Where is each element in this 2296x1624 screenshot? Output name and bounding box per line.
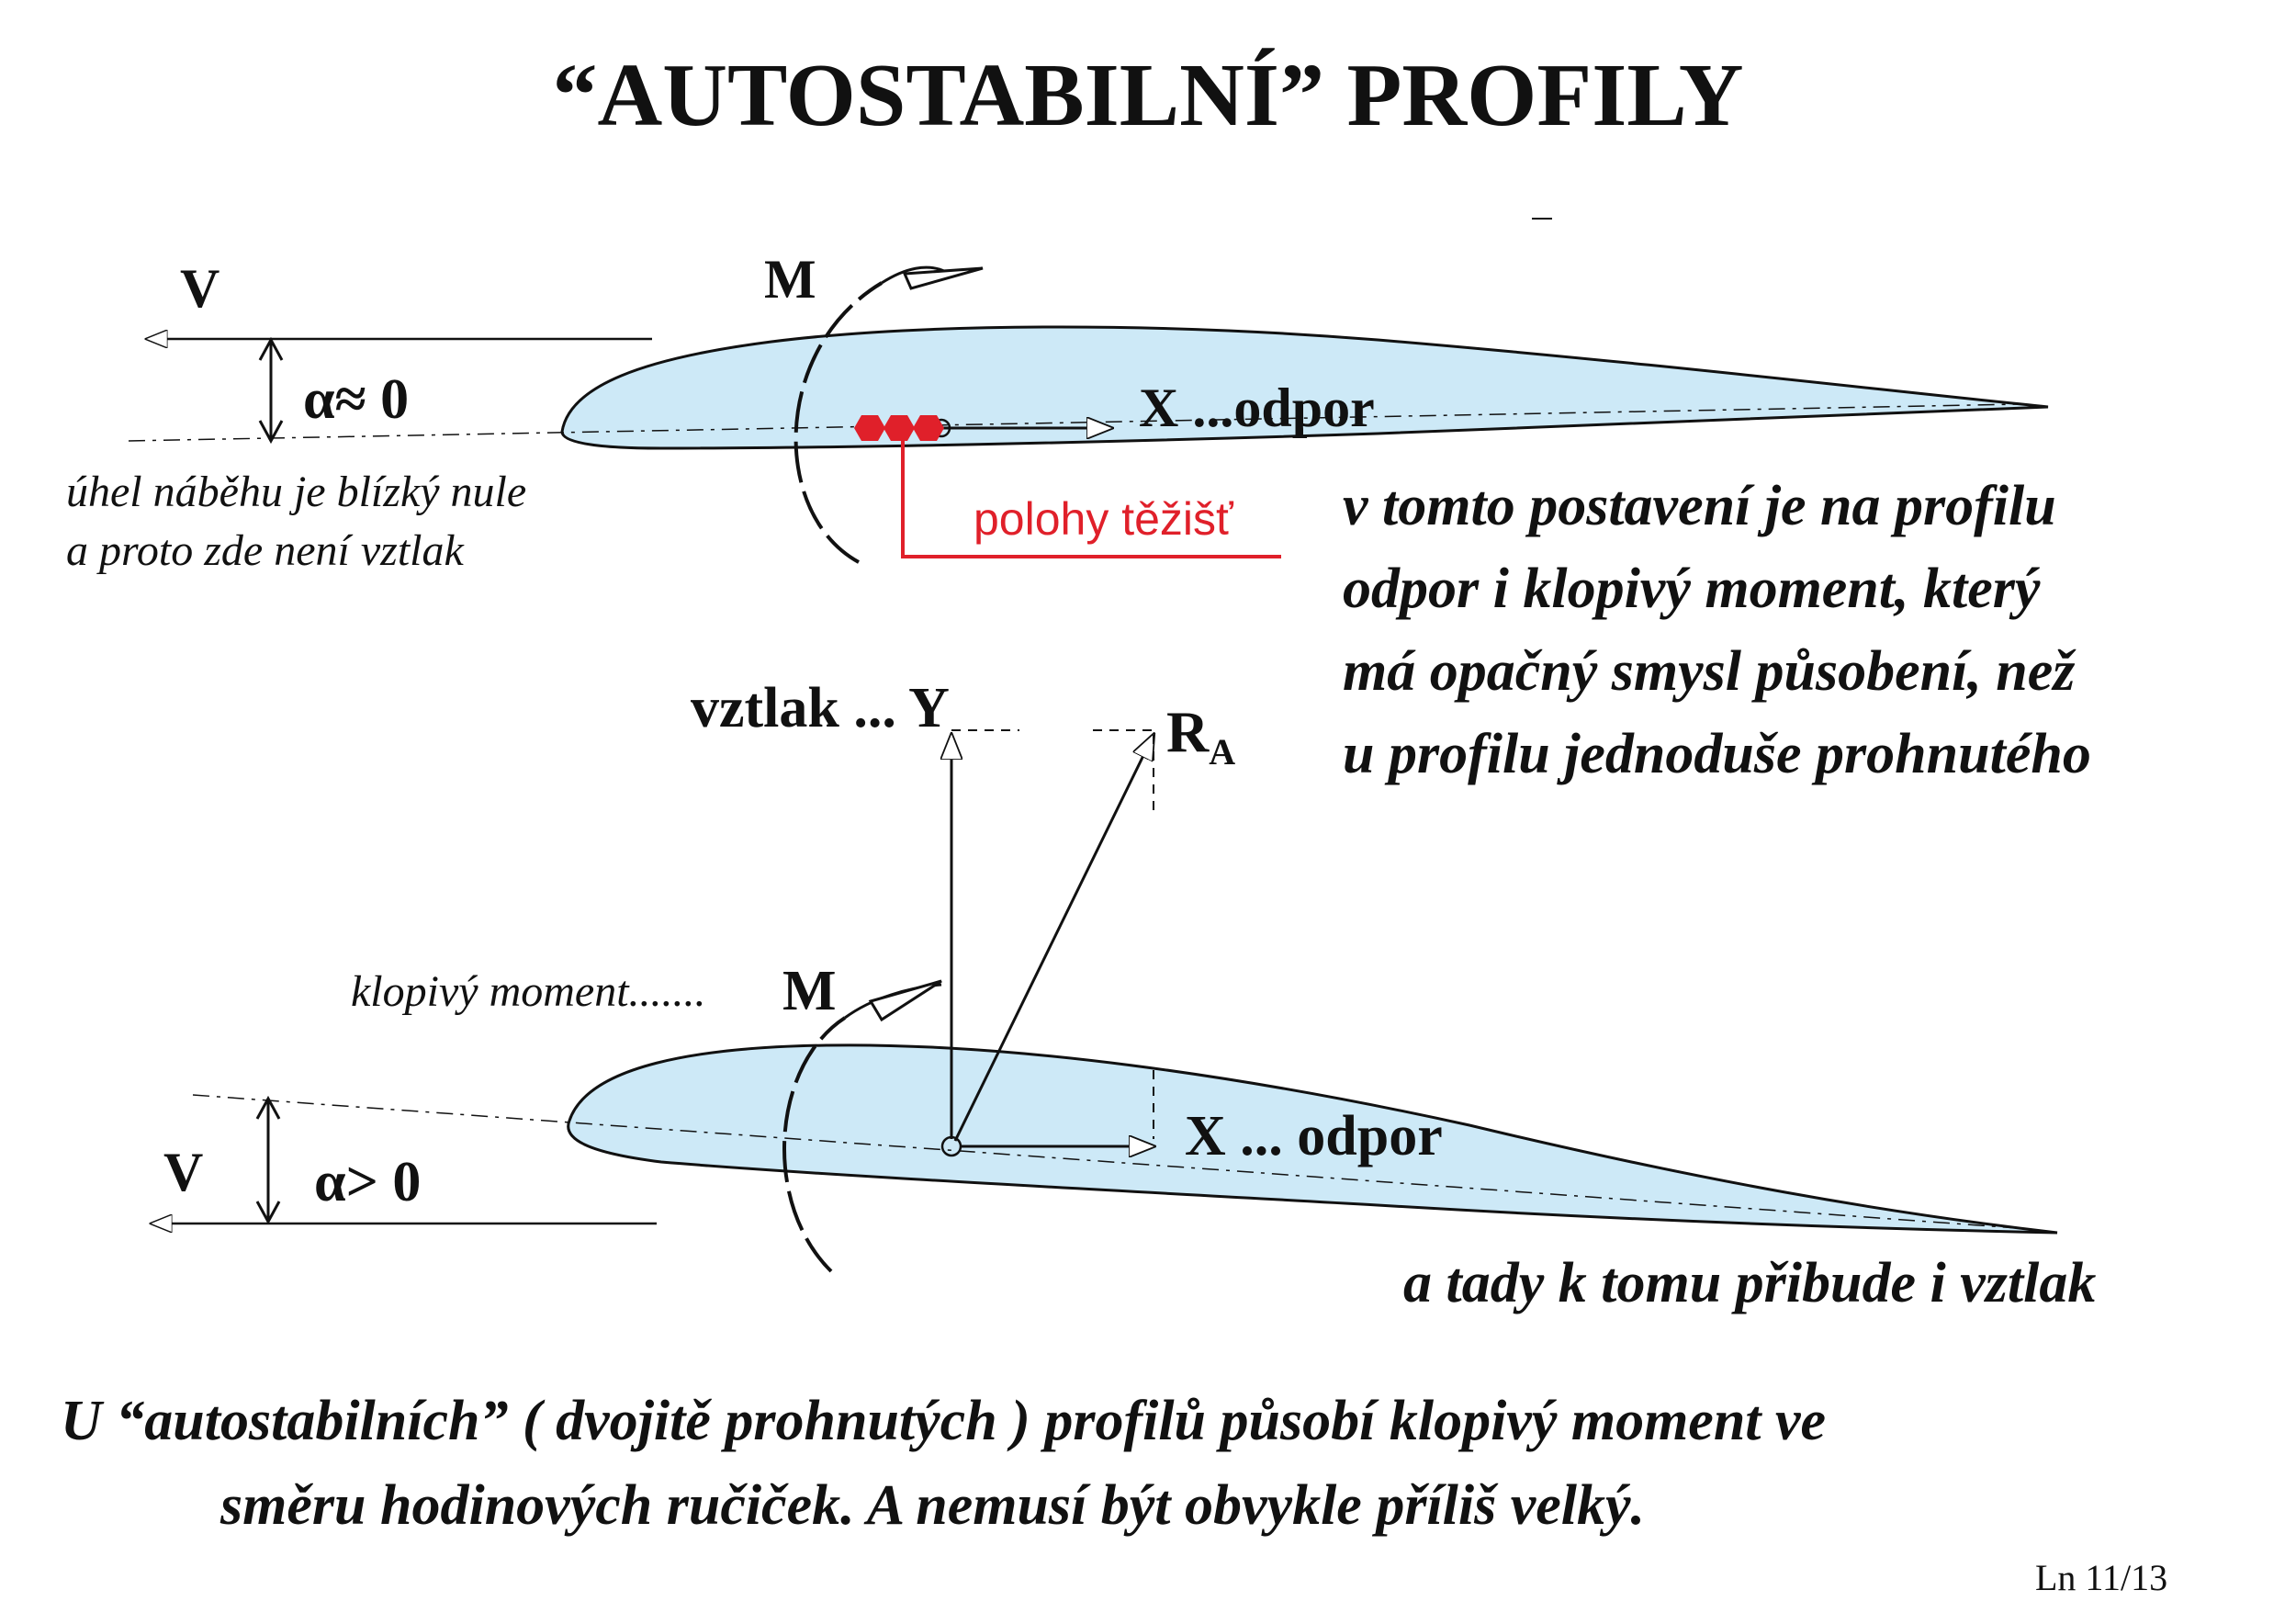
top-velocity-label: V [180,258,220,319]
moment-caption: klopivý moment....... [351,967,706,1016]
top-drag-label: X ...odpor [1139,378,1375,438]
bottom-velocity-label: V [163,1142,204,1202]
bottom-angle-label: α> 0 [314,1151,422,1213]
footer-line1: U “autostabilních” ( dvojitě prohnutých ) profilů působí klopivý moment ve [61,1390,1827,1452]
top-note-line2: a proto zde není vztlak [66,526,464,575]
cg-markers [854,415,944,441]
resultant-symbol: R [1166,699,1210,764]
resultant-label [1166,698,1235,773]
bottom-note: a tady k tomu přibude i vztlak [1403,1252,2097,1314]
bottom-moment-label: M [782,960,837,1022]
right-note-line4: u profilu jednoduše prohnutého [1343,723,2091,785]
bottom-drag-label: X ... odpor [1185,1105,1443,1167]
footer-line2: směru hodinových ručiček. A nemusí být obvykle příliš velký. [220,1474,1646,1537]
cg-label: polohy těžišť [974,493,1233,545]
top-angle-label: α≈ 0 [303,368,410,431]
right-note-line3: má opačný smysl působení, než [1343,640,2076,703]
right-note-line1: v tomto postavení je na profilu [1343,475,2056,537]
page-title: “AUTOSTABILNÍ” PROFILY [552,46,1744,145]
resultant-subscript: A [1209,730,1236,773]
page-reference: Ln 11/13 [2035,1557,2168,1598]
top-moment-label: M [764,249,816,310]
right-note-line2: odpor i klopivý moment, který [1343,558,2041,620]
top-note-line1: úhel náběhu je blízký nule [66,468,527,516]
lift-label: vztlak ... Y [691,677,950,739]
